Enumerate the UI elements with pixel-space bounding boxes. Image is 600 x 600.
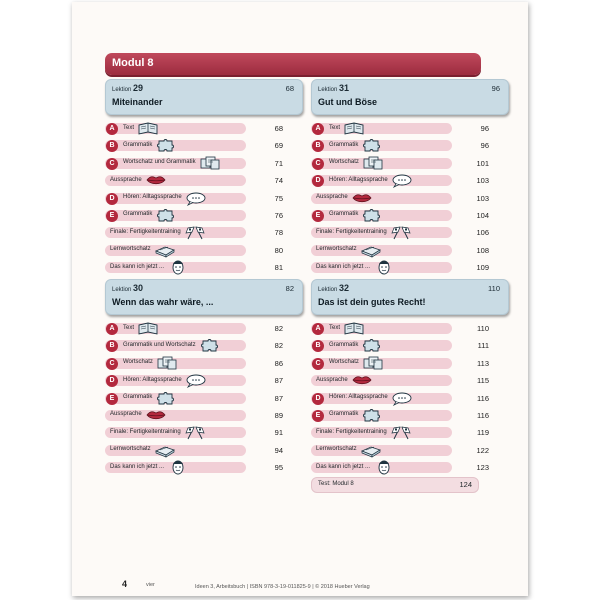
row-label: Finale: Fertigkeitentraining — [110, 428, 181, 435]
puzzle-icon — [155, 208, 177, 223]
section-badge: D — [106, 375, 118, 387]
face-icon — [373, 260, 395, 275]
puzzle-icon — [155, 391, 177, 406]
row-page: 116 — [477, 393, 489, 403]
row-label: Finale: Fertigkeitentraining — [316, 228, 387, 235]
toc-row — [311, 208, 509, 225]
row-label: Lernwortschatz — [316, 246, 357, 253]
row-page: 113 — [477, 358, 489, 368]
book-icon — [343, 121, 365, 136]
vocab-cards-icon — [156, 356, 178, 371]
row-label: Hören: Alltagssprache — [123, 194, 182, 201]
section-badge: E — [106, 210, 118, 222]
lesson-rows — [105, 321, 303, 478]
puzzle-icon — [361, 338, 383, 353]
lesson-rows — [311, 121, 509, 278]
row-label: Wortschatz — [123, 359, 153, 366]
lesson-number: 31 — [339, 83, 350, 93]
toc-row — [105, 260, 303, 277]
toc-row — [105, 425, 303, 442]
row-page: 108 — [476, 245, 489, 255]
row-label: Text — [123, 124, 135, 131]
row-label: Lernwortschatz — [110, 246, 151, 253]
row-page: 95 — [274, 463, 283, 473]
lesson-block-31 — [311, 79, 509, 278]
row-label: Grammatik — [329, 141, 359, 148]
card-box-icon — [360, 243, 382, 258]
row-label: Text — [123, 324, 135, 331]
row-page: 101 — [476, 158, 489, 168]
row-label: Aussprache — [316, 194, 348, 201]
row-label: Wortschatz und Grammatik — [123, 159, 196, 166]
section-badge: C — [312, 158, 324, 170]
row-page: 106 — [476, 228, 489, 238]
row-page: 110 — [477, 324, 489, 333]
lesson-page: 68 — [285, 84, 294, 93]
lesson-title: Miteinander — [112, 97, 163, 107]
toc-row — [311, 408, 509, 425]
lesson-header — [311, 79, 509, 115]
row-page: 109 — [476, 263, 489, 273]
row-page: 111 — [477, 341, 489, 351]
row-page: 94 — [274, 445, 283, 455]
toc-row — [105, 460, 303, 477]
toc-row — [105, 373, 303, 390]
row-page: 116 — [477, 410, 489, 420]
row-page: 123 — [476, 463, 489, 473]
toc-row — [311, 321, 509, 338]
row-page: 115 — [477, 376, 489, 386]
face-icon — [373, 460, 395, 475]
row-label: Grammatik — [329, 341, 359, 348]
puzzle-icon — [199, 338, 221, 353]
lesson-block-29 — [105, 79, 303, 278]
lesson-page: 110 — [488, 284, 500, 293]
lips-icon — [145, 408, 167, 423]
lesson-rows — [311, 321, 509, 478]
lektion-label: Lektion — [112, 87, 132, 93]
lesson-header — [105, 279, 303, 315]
row-page: 68 — [274, 124, 283, 133]
toc-row — [311, 191, 509, 208]
checkered-flags-icon — [184, 425, 206, 440]
toc-row — [311, 121, 509, 138]
puzzle-icon — [361, 408, 383, 423]
footer-page-word: vier — [146, 582, 155, 588]
toc-row — [105, 391, 303, 408]
row-label: Hören: Alltagssprache — [329, 176, 388, 183]
lektion-label: Lektion — [112, 287, 132, 293]
row-page: 75 — [274, 193, 283, 203]
lesson-page: 82 — [285, 284, 294, 293]
lesson-rows — [105, 121, 303, 278]
row-page: 96 — [480, 124, 489, 133]
lesson-block-32 — [311, 279, 509, 478]
row-label: Aussprache — [110, 176, 142, 183]
vocab-cards-icon — [362, 356, 384, 371]
speech-bubble-icon — [185, 373, 207, 388]
workbook-page — [72, 2, 528, 596]
lesson-page: 96 — [491, 84, 500, 93]
toc-row — [311, 443, 509, 460]
speech-bubble-icon — [391, 173, 413, 188]
toc-row — [311, 391, 509, 408]
row-page: 69 — [274, 141, 283, 151]
face-icon — [167, 460, 189, 475]
lesson-title: Wenn das wahr wäre, ... — [112, 297, 214, 307]
row-label: Aussprache — [316, 376, 348, 383]
toc-row — [105, 321, 303, 338]
lesson-title: Das ist dein gutes Recht! — [318, 297, 426, 307]
row-page: 86 — [274, 358, 283, 368]
row-label: Grammatik — [329, 211, 359, 218]
row-label: Grammatik — [123, 394, 153, 401]
section-badge: C — [106, 358, 118, 370]
lesson-number: 32 — [339, 283, 350, 293]
row-label: Finale: Fertigkeitentraining — [316, 428, 387, 435]
section-badge: E — [312, 410, 324, 422]
speech-bubble-icon — [391, 391, 413, 406]
row-label: Lernwortschatz — [316, 446, 357, 453]
lesson-header — [105, 79, 303, 115]
section-badge: A — [106, 323, 118, 335]
lips-icon — [351, 373, 373, 388]
lips-icon — [351, 191, 373, 206]
section-badge: C — [106, 158, 118, 170]
row-label: Wortschatz — [329, 159, 359, 166]
checkered-flags-icon — [390, 425, 412, 440]
toc-row — [311, 173, 509, 190]
modul-header-bar — [105, 53, 481, 75]
row-page: 122 — [476, 445, 489, 455]
speech-bubble-icon — [185, 191, 207, 206]
row-label: Hören: Alltagssprache — [123, 376, 182, 383]
modul-title: Modul 8 — [112, 57, 154, 69]
checkered-flags-icon — [184, 225, 206, 240]
toc-row — [311, 156, 509, 173]
row-page: 89 — [274, 410, 283, 420]
row-page: 82 — [274, 341, 283, 351]
row-page: 87 — [274, 376, 283, 386]
row-page: 91 — [274, 428, 283, 438]
section-badge: B — [106, 140, 118, 152]
book-icon — [137, 121, 159, 136]
row-label: Hören: Alltagssprache — [329, 394, 388, 401]
section-badge: D — [312, 393, 324, 405]
footer-page-number: 4 — [122, 579, 128, 589]
row-label: Grammatik und Wortschatz — [123, 341, 196, 348]
book-icon — [137, 321, 159, 336]
puzzle-icon — [155, 138, 177, 153]
row-page: 76 — [274, 210, 283, 220]
toc-row — [105, 338, 303, 355]
toc-row — [105, 243, 303, 260]
lesson-header — [311, 279, 509, 315]
row-label: Wortschatz — [329, 359, 359, 366]
row-label: Text — [329, 124, 341, 131]
row-page: 103 — [476, 193, 489, 203]
test-page: 124 — [459, 480, 472, 489]
row-label: Aussprache — [110, 411, 142, 418]
section-badge: B — [312, 140, 324, 152]
lesson-number: 29 — [133, 83, 144, 93]
toc-row — [105, 356, 303, 373]
toc-row — [105, 121, 303, 138]
section-badge: E — [312, 210, 324, 222]
lektion-label: Lektion — [318, 287, 338, 293]
row-label: Grammatik — [123, 141, 153, 148]
test-label: Test: Modul 8 — [318, 481, 354, 487]
row-label: Das kann ich jetzt ... — [110, 263, 165, 270]
card-box-icon — [360, 443, 382, 458]
toc-row — [311, 425, 509, 442]
row-page: 81 — [274, 263, 283, 273]
puzzle-icon — [361, 138, 383, 153]
row-label: Grammatik — [123, 211, 153, 218]
footer-imprint: Ideen 3, Arbeitsbuch | ISBN 978-3-19-011825-9 | © 2018 Hueber Verlag — [195, 584, 370, 590]
lesson-number: 30 — [133, 283, 144, 293]
toc-row — [311, 243, 509, 260]
section-badge: C — [312, 358, 324, 370]
toc-row — [105, 156, 303, 173]
vocab-cards-icon — [362, 156, 384, 171]
checkered-flags-icon — [390, 225, 412, 240]
row-page: 80 — [274, 245, 283, 255]
section-badge: A — [312, 323, 324, 335]
toc-row — [311, 260, 509, 277]
card-box-icon — [154, 243, 176, 258]
section-badge: A — [106, 123, 118, 135]
toc-row — [105, 225, 303, 242]
row-page: 103 — [476, 176, 489, 186]
puzzle-icon — [361, 208, 383, 223]
section-badge: B — [106, 340, 118, 352]
row-label: Lernwortschatz — [110, 446, 151, 453]
row-page: 71 — [274, 158, 283, 168]
row-page: 74 — [274, 176, 283, 186]
row-page: 119 — [477, 428, 489, 438]
row-page: 78 — [274, 228, 283, 238]
toc-row — [311, 338, 509, 355]
book-icon — [343, 321, 365, 336]
vocab-cards-icon — [199, 156, 221, 171]
row-page: 96 — [480, 141, 489, 151]
section-badge: D — [312, 175, 324, 187]
row-page: 82 — [274, 324, 283, 333]
toc-row — [311, 225, 509, 242]
lips-icon — [145, 173, 167, 188]
toc-row — [105, 443, 303, 460]
row-page: 104 — [476, 210, 489, 220]
card-box-icon — [154, 443, 176, 458]
row-label: Das kann ich jetzt ... — [316, 463, 371, 470]
toc-row — [105, 138, 303, 155]
row-label: Das kann ich jetzt ... — [316, 263, 371, 270]
toc-row — [105, 408, 303, 425]
section-badge: B — [312, 340, 324, 352]
lesson-block-30 — [105, 279, 303, 478]
section-badge: D — [106, 193, 118, 205]
row-label: Das kann ich jetzt ... — [110, 463, 165, 470]
face-icon — [167, 260, 189, 275]
section-badge: E — [106, 393, 118, 405]
lesson-title: Gut und Böse — [318, 97, 377, 107]
toc-row — [105, 208, 303, 225]
toc-row — [311, 460, 509, 477]
toc-row — [105, 191, 303, 208]
section-badge: A — [312, 123, 324, 135]
toc-row — [311, 356, 509, 373]
row-label: Finale: Fertigkeitentraining — [110, 228, 181, 235]
test-modul-row — [311, 477, 479, 493]
lektion-label: Lektion — [318, 87, 338, 93]
row-label: Grammatik — [329, 411, 359, 418]
toc-row — [105, 173, 303, 190]
row-page: 87 — [274, 393, 283, 403]
toc-row — [311, 373, 509, 390]
row-label: Text — [329, 324, 341, 331]
toc-row — [311, 138, 509, 155]
